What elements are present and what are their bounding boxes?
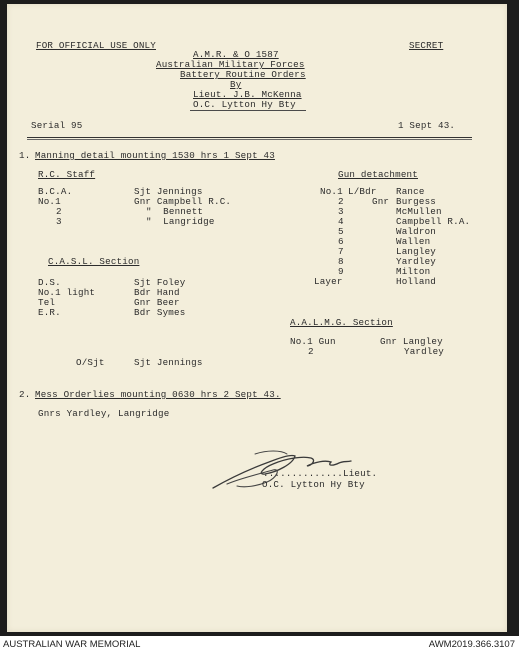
rc-role-3: 2 (56, 206, 62, 217)
header-line-forces: Australian Military Forces (156, 59, 305, 70)
archive-footer (0, 636, 519, 653)
gun-name-3: McMullen (396, 206, 442, 217)
gun-name-7: Langley (396, 246, 436, 257)
gun-role-3: 3 (338, 206, 344, 217)
document-page (7, 4, 507, 632)
reference-number: A.M.R. & O 1587 (193, 49, 279, 60)
gun-detachment-title: Gun detachment (338, 169, 418, 180)
gun-role-7: 7 (338, 246, 344, 257)
gun-name-8: Yardley (396, 256, 436, 267)
gun-role-4: 4 (338, 216, 344, 227)
gun-name-4: Campbell R.A. (396, 216, 471, 227)
header-unit: O.C. Lytton Hy Bty (193, 99, 296, 110)
gun-role-1: No.1 (320, 186, 343, 197)
aalmg-role-1: No.1 Gun (290, 336, 336, 347)
secret-marking: SECRET (409, 40, 444, 51)
gun-role-2: 2 (338, 196, 344, 207)
casl-name-3: Gnr Beer (134, 297, 180, 308)
official-use-marking: FOR OFFICIAL USE ONLY (36, 40, 156, 51)
signature-line: ..............Lieut. (263, 468, 378, 479)
gun-role-8: 8 (338, 256, 344, 267)
rc-name-1: Sjt Jennings (134, 186, 203, 197)
rc-role-4: 3 (56, 216, 62, 227)
section1-number: 1. (19, 150, 31, 161)
gun-role-10: Layer (314, 276, 343, 287)
header-unit-underline (190, 110, 306, 111)
section2-number: 2. (19, 389, 31, 400)
gun-name-1: Rance (396, 186, 425, 197)
gun-role-6: 6 (338, 236, 344, 247)
section1-heading: Manning detail mounting 1530 hrs 1 Sept 43 (35, 150, 275, 161)
rc-role-1: B.C.A. (38, 186, 73, 197)
osjt-name: Sjt Jennings (134, 357, 203, 368)
signature-unit: O.C. Lytton Hy Bty (262, 479, 365, 490)
gun-rank-2: Gnr (372, 196, 390, 207)
casl-name-2: Bdr Hand (134, 287, 180, 298)
casl-role-2: No.1 light (38, 287, 96, 298)
casl-name-1: Sjt Foley (134, 277, 186, 288)
gun-name-6: Wallen (396, 236, 431, 247)
rc-name-3: " Bennett (146, 206, 204, 217)
mess-orderlies-names: Gnrs Yardley, Langridge (38, 408, 170, 419)
gun-role-9: 9 (338, 266, 344, 277)
gun-rank-1: L/Bdr (348, 186, 377, 197)
rc-name-4: " Langridge (146, 216, 215, 227)
gun-role-5: 5 (338, 226, 344, 237)
gun-name-2: Burgess (396, 196, 436, 207)
casl-title: C.A.S.L. Section (48, 256, 140, 267)
aalmg-name-1: Gnr Langley (380, 336, 443, 347)
aalmg-title: A.A.L.M.G. Section (290, 317, 393, 328)
divider-top (27, 137, 472, 138)
gun-name-10: Holland (396, 276, 436, 287)
casl-role-3: Tel (38, 297, 56, 308)
divider-top-2 (27, 139, 472, 140)
casl-role-4: E.R. (38, 307, 61, 318)
casl-role-1: D.S. (38, 277, 61, 288)
gun-name-5: Waldron (396, 226, 436, 237)
osjt-role: O/Sjt (76, 357, 105, 368)
footer-institution: AUSTRALIAN WAR MEMORIAL (3, 639, 141, 650)
serial-number: Serial 95 (31, 120, 83, 131)
section2-heading: Mess Orderlies mounting 0630 hrs 2 Sept 43. (35, 389, 281, 400)
rc-role-2: No.1 (38, 196, 61, 207)
aalmg-name-2: Yardley (404, 346, 444, 357)
casl-name-4: Bdr Symes (134, 307, 186, 318)
header-officer: Lieut. J.B. McKenna (193, 89, 302, 100)
rc-name-2: Gnr Campbell R.C. (134, 196, 232, 207)
aalmg-role-2: 2 (308, 346, 314, 357)
header-by: By (230, 79, 242, 90)
gun-name-9: Milton (396, 266, 431, 277)
header-line-orders: Battery Routine Orders (180, 69, 306, 80)
order-date: 1 Sept 43. (398, 120, 456, 131)
rc-staff-title: R.C. Staff (38, 169, 96, 180)
footer-accession-number: AWM2019.366.3107 (428, 639, 515, 650)
